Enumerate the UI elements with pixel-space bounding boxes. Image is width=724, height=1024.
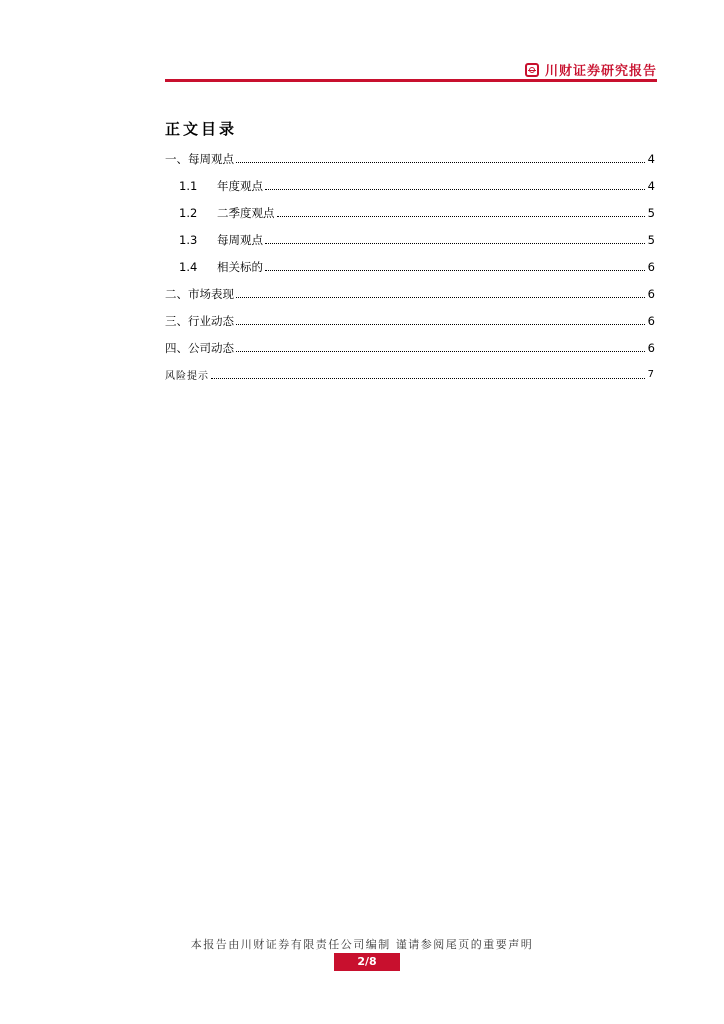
dot-leader xyxy=(236,324,645,325)
toc-entry-label: 每周观点 xyxy=(217,232,263,247)
toc-entry[interactable] xyxy=(165,199,655,226)
dot-leader xyxy=(265,189,645,190)
toc-entry-label: 相关标的 xyxy=(217,259,263,274)
toc-entry[interactable] xyxy=(165,253,655,280)
dot-leader xyxy=(265,243,645,244)
toc-entry-page: 4 xyxy=(647,178,655,193)
toc-entry-number: 1.4 xyxy=(179,259,198,274)
toc-entry[interactable] xyxy=(165,172,655,199)
toc-title: 正文目录 xyxy=(165,120,238,138)
footer-disclaimer: 本报告由川财证券有限责任公司编制 谨请参阅尾页的重要声明 xyxy=(190,938,534,951)
dot-leader xyxy=(236,351,645,352)
toc-entry-page: 6 xyxy=(647,286,655,301)
toc-entry-label: 四、公司动态 xyxy=(165,340,234,355)
brand-name: 川财证券研究报告 xyxy=(544,64,657,79)
toc-entry-number: 1.2 xyxy=(179,205,198,220)
toc-entry-label: 风险提示 xyxy=(165,371,209,382)
toc-entry[interactable] xyxy=(165,361,655,388)
toc-entry[interactable] xyxy=(165,226,655,253)
toc-entry-page: 6 xyxy=(647,259,655,274)
table-of-contents xyxy=(165,145,655,388)
toc-entry-page: 4 xyxy=(647,151,655,166)
toc-entry-page: 6 xyxy=(647,313,655,328)
toc-entry[interactable] xyxy=(165,307,655,334)
toc-entry-page: 7 xyxy=(647,369,655,380)
brand xyxy=(525,60,657,79)
toc-entry-label: 二季度观点 xyxy=(217,205,275,220)
toc-entry-label: 一、每周观点 xyxy=(165,151,234,166)
toc-entry-number: 1.3 xyxy=(179,232,198,247)
dot-leader xyxy=(211,378,645,379)
toc-entry-page: 5 xyxy=(647,232,655,247)
header-divider xyxy=(165,79,657,82)
dot-leader xyxy=(236,297,645,298)
toc-entry-label: 三、行业动态 xyxy=(165,313,234,328)
toc-entry-page: 5 xyxy=(647,205,655,220)
toc-entry-number: 1.1 xyxy=(179,178,198,193)
toc-entry[interactable] xyxy=(165,334,655,361)
dot-leader xyxy=(265,270,645,271)
toc-entry-page: 6 xyxy=(647,340,655,355)
toc-entry-label: 年度观点 xyxy=(217,178,263,193)
chuancai-logo-icon xyxy=(525,63,539,77)
toc-entry-label: 二、市场表现 xyxy=(165,286,234,301)
dot-leader xyxy=(236,162,645,163)
toc-entry[interactable] xyxy=(165,145,655,172)
page-indicator: 2/8 xyxy=(334,953,400,971)
dot-leader xyxy=(277,216,646,217)
toc-entry[interactable] xyxy=(165,280,655,307)
